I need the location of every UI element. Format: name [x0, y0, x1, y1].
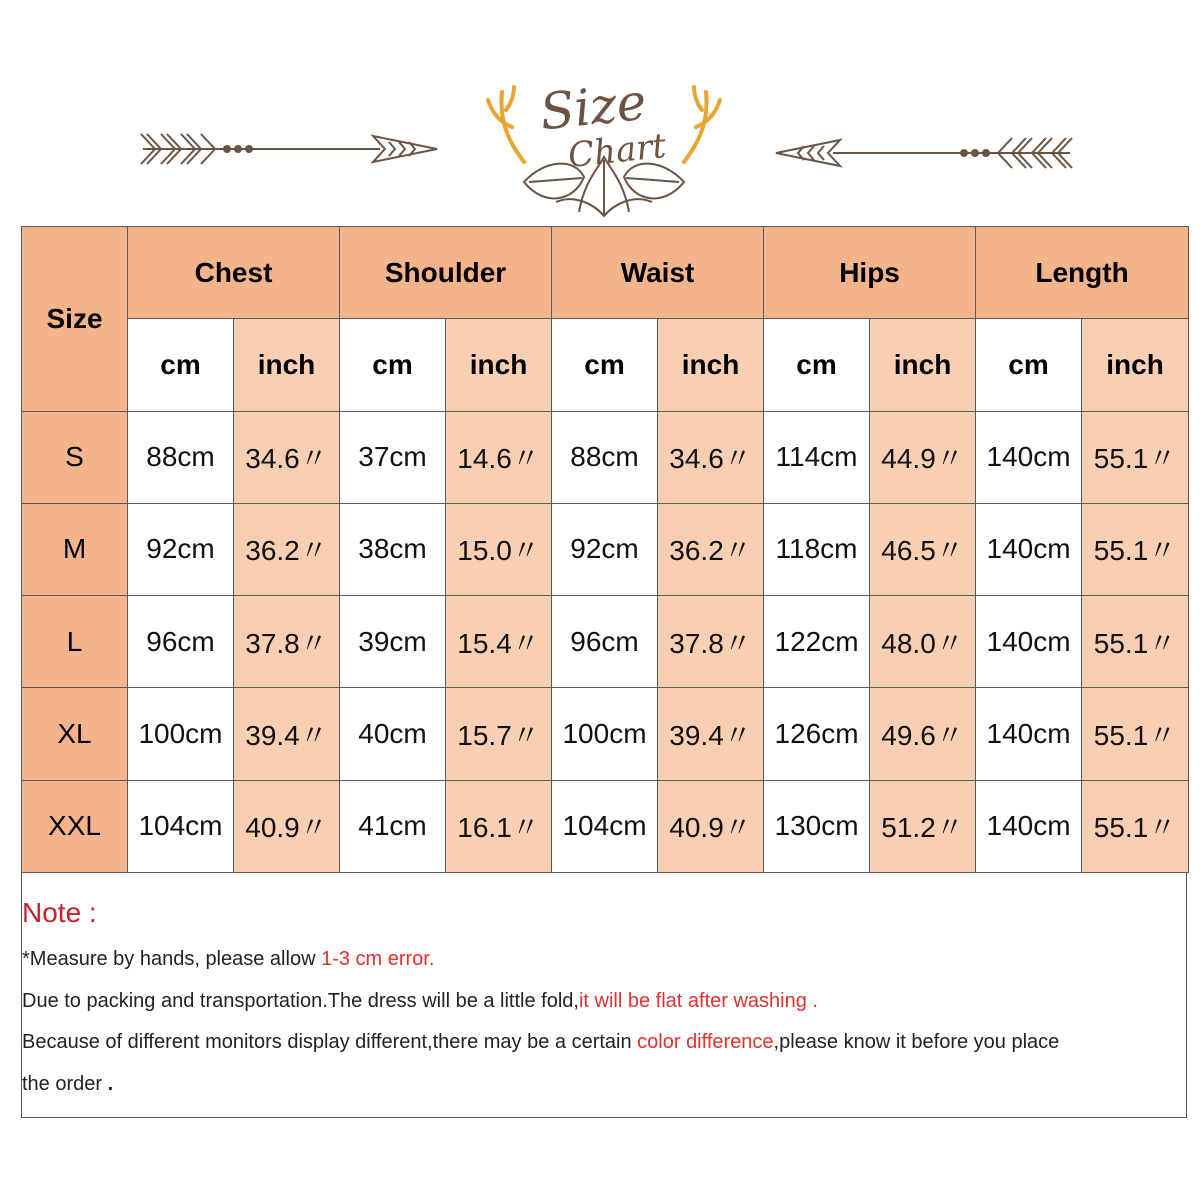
measurement-cm: 96cm	[552, 596, 658, 688]
measurement-inch: 34.6〃	[234, 411, 340, 503]
note-text: Due to packing and transportation.The dress will be a little fold,	[22, 990, 579, 1012]
group-header-hips: Hips	[764, 227, 976, 319]
arrow-left-ornament-icon	[135, 124, 445, 174]
unit-header-inch: inch	[446, 319, 552, 411]
measurement-cm: 100cm	[552, 688, 658, 780]
measurement-inch: 55.1〃	[1082, 688, 1189, 780]
unit-header-inch: inch	[870, 319, 976, 411]
arrow-right-ornament-icon	[768, 128, 1078, 178]
measurement-cm: 88cm	[552, 411, 658, 503]
logo-size-text: Size	[537, 72, 649, 142]
measurement-inch: 37.8〃	[234, 596, 340, 688]
note-line-color	[22, 1032, 1059, 1052]
group-header-waist: Waist	[552, 227, 764, 319]
measurement-cm: 140cm	[976, 780, 1082, 872]
measurement-inch: 55.1〃	[1082, 596, 1189, 688]
unit-header-inch: inch	[658, 319, 764, 411]
measurement-cm: 100cm	[128, 688, 234, 780]
group-header-chest: Chest	[128, 227, 340, 319]
size-label: XXL	[22, 780, 128, 872]
note-text: *Measure by hands, please allow	[22, 948, 322, 970]
measurement-inch: 34.6〃	[658, 411, 764, 503]
unit-header-cm: cm	[976, 319, 1082, 411]
note-highlight: color difference	[637, 1031, 774, 1053]
measurement-cm: 140cm	[976, 411, 1082, 503]
logo-chart-text: Chart	[566, 125, 668, 177]
size-label: XL	[22, 688, 128, 780]
size-rows	[22, 411, 1189, 872]
measurement-cm: 96cm	[128, 596, 234, 688]
measurement-inch: 15.0〃	[446, 503, 552, 595]
measurement-inch: 36.2〃	[658, 503, 764, 595]
note-highlight: it will be flat after washing .	[578, 990, 818, 1012]
measurement-cm: 92cm	[552, 503, 658, 595]
note-text: Because of different monitors display different,there may be a certain	[22, 1031, 638, 1053]
measurement-inch: 55.1〃	[1082, 411, 1189, 503]
measurement-inch: 49.6〃	[870, 688, 976, 780]
measurement-cm: 39cm	[340, 596, 446, 688]
size-row	[22, 688, 1189, 780]
measurement-cm: 38cm	[340, 503, 446, 595]
note-text: .	[102, 1073, 114, 1095]
note-line-fold	[22, 991, 818, 1011]
measurement-cm: 40cm	[340, 688, 446, 780]
measurement-inch: 40.9〃	[234, 780, 340, 872]
measurement-cm: 104cm	[552, 780, 658, 872]
note-line-measure	[22, 949, 434, 969]
measurement-cm: 114cm	[764, 411, 870, 503]
measurement-cm: 122cm	[764, 596, 870, 688]
unit-header-inch: inch	[1082, 319, 1189, 411]
note-highlight: 1-3 cm error.	[321, 948, 435, 970]
size-column-header: Size	[22, 227, 128, 412]
measurement-cm: 126cm	[764, 688, 870, 780]
notes-section	[21, 873, 1187, 1118]
measurement-cm: 140cm	[976, 503, 1082, 595]
unit-header-cm: cm	[552, 319, 658, 411]
note-text: the order	[22, 1073, 103, 1095]
measurement-inch: 46.5〃	[870, 503, 976, 595]
group-header-length: Length	[976, 227, 1189, 319]
measurement-inch: 15.4〃	[446, 596, 552, 688]
size-chart-table	[21, 226, 1189, 873]
measurement-cm: 140cm	[976, 688, 1082, 780]
size-label: L	[22, 596, 128, 688]
measurement-inch: 16.1〃	[446, 780, 552, 872]
size-chart-header	[0, 0, 1200, 226]
measurement-inch: 36.2〃	[234, 503, 340, 595]
measurement-inch: 15.7〃	[446, 688, 552, 780]
measurement-inch: 40.9〃	[658, 780, 764, 872]
measurement-inch: 37.8〃	[658, 596, 764, 688]
measurement-cm: 104cm	[128, 780, 234, 872]
measurement-inch: 39.4〃	[234, 688, 340, 780]
size-label: S	[22, 411, 128, 503]
group-header-shoulder: Shoulder	[340, 227, 552, 319]
measurement-inch: 48.0〃	[870, 596, 976, 688]
measurement-cm: 92cm	[128, 503, 234, 595]
size-row	[22, 411, 1189, 503]
unit-header-inch: inch	[234, 319, 340, 411]
measurement-inch: 44.9〃	[870, 411, 976, 503]
measurement-cm: 88cm	[128, 411, 234, 503]
size-label: M	[22, 503, 128, 595]
measurement-cm: 140cm	[976, 596, 1082, 688]
note-title: Note :	[22, 897, 97, 928]
measurement-inch: 51.2〃	[870, 780, 976, 872]
size-row	[22, 503, 1189, 595]
unit-header-row	[22, 319, 1189, 411]
measurement-cm: 41cm	[340, 780, 446, 872]
measurement-cm: 118cm	[764, 503, 870, 595]
size-row	[22, 780, 1189, 872]
measurement-inch: 39.4〃	[658, 688, 764, 780]
measurement-cm: 130cm	[764, 780, 870, 872]
note-line-order	[22, 1074, 113, 1094]
measurement-inch: 55.1〃	[1082, 503, 1189, 595]
measurement-cm: 37cm	[340, 411, 446, 503]
note-text: ,please know it before you place	[773, 1031, 1060, 1053]
size-row	[22, 596, 1189, 688]
measurement-inch: 55.1〃	[1082, 780, 1189, 872]
measurement-inch: 14.6〃	[446, 411, 552, 503]
unit-header-cm: cm	[764, 319, 870, 411]
unit-header-cm: cm	[340, 319, 446, 411]
unit-header-cm: cm	[128, 319, 234, 411]
